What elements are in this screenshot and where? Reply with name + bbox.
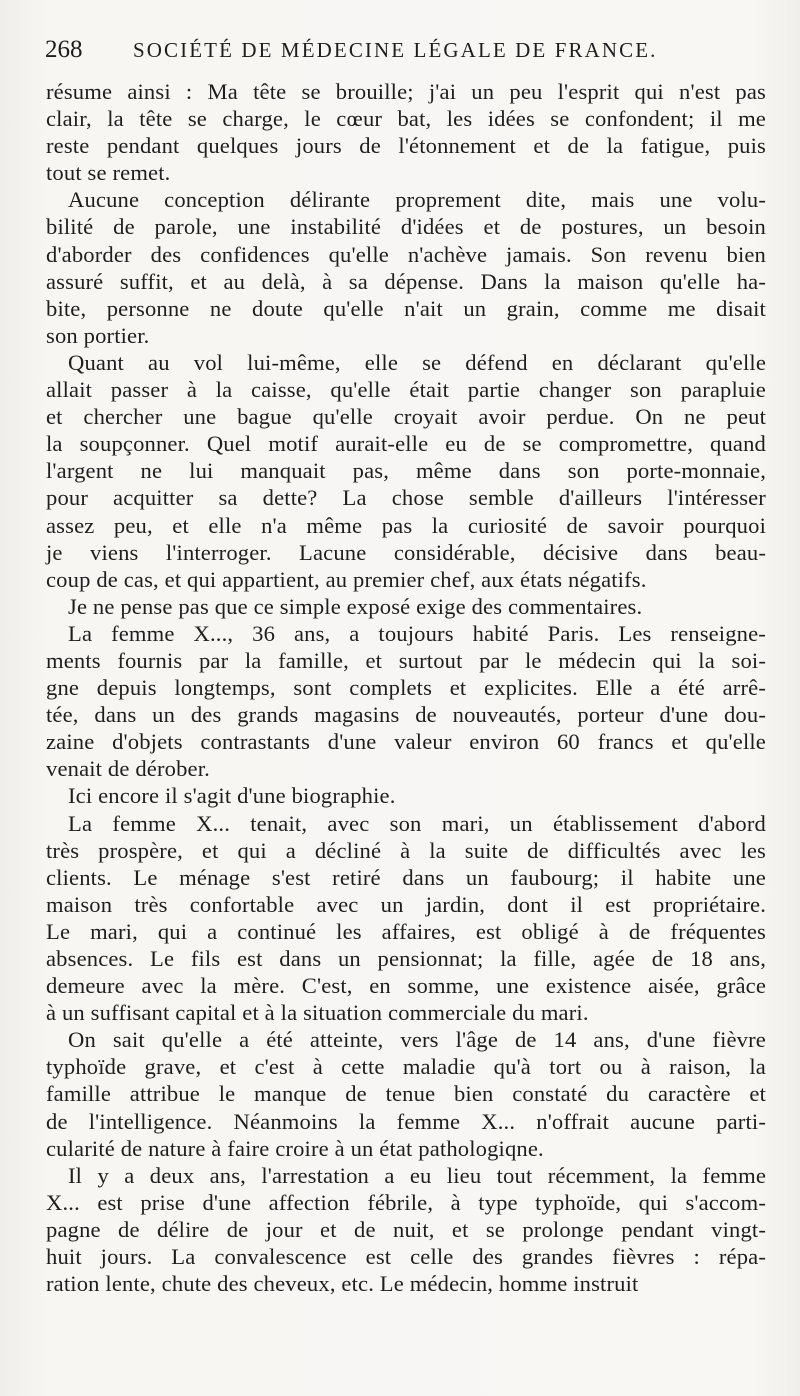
body-text bbox=[46, 78, 766, 1297]
text-line: coup de cas, et qui appartient, au premier chef, aux états négatifs. bbox=[46, 566, 647, 592]
text-line: La femme X... tenait, avec son mari, un établissement d'abord bbox=[68, 810, 766, 836]
text-line: famille attribue le manque de tenue bien constaté du caractère et bbox=[46, 1081, 766, 1107]
text-line: demeure avec la mère. C'est, en somme, une existence aisée, grâce bbox=[46, 973, 766, 999]
text-line: reste pendant quelques jours de l'étonnement et de la fatigue, puis bbox=[46, 133, 766, 159]
paragraph bbox=[46, 593, 766, 620]
text-line: ments fournis par la famille, et surtout par le médecin qui la soi- bbox=[46, 647, 766, 673]
text-line: zaine d'objets contrastants d'une valeur environ 60 francs et qu'elle bbox=[46, 729, 766, 755]
text-line: maison très confortable avec un jardin, dont il est propriétaire. bbox=[46, 891, 766, 917]
text-line: son portier. bbox=[46, 322, 150, 348]
paragraph bbox=[46, 620, 766, 783]
text-line: X... est prise d'une affection fébrile, à type typhoïde, qui s'accom- bbox=[46, 1189, 766, 1215]
text-line: d'aborder des confidences qu'elle n'achève jamais. Son revenu bien bbox=[46, 241, 766, 267]
page-header bbox=[45, 36, 765, 72]
text-line: très prospère, et qui a décliné à la suite de difficultés avec les bbox=[46, 837, 766, 863]
text-line: typhoïde grave, et c'est à cette maladie qu'à tort ou à raison, la bbox=[46, 1054, 766, 1080]
text-line: Le mari, qui a continué les affaires, est obligé à de fréquentes bbox=[46, 918, 766, 944]
text-line: tout se remet. bbox=[46, 160, 171, 186]
text-line: ration lente, chute des cheveux, etc. Le médecin, homme instruit bbox=[46, 1271, 639, 1297]
text-line: pagne de délire de jour et de nuit, et se prolonge pendant vingt- bbox=[46, 1216, 766, 1242]
text-line: venait de dérober. bbox=[46, 756, 210, 782]
text-line: pour acquitter sa dette? La chose semble d'ailleurs l'intéresser bbox=[46, 485, 766, 511]
text-line: résume ainsi : Ma tête se brouille; j'ai un peu l'esprit qui n'est pas bbox=[46, 79, 766, 104]
text-line: cularité de nature à faire croire à un état pathologiqne. bbox=[46, 1135, 544, 1161]
text-line: de l'intelligence. Néanmoins la femme X... n'offrait aucune parti- bbox=[46, 1108, 766, 1134]
text-line: gne depuis longtemps, sont complets et explicites. Elle a été arrê- bbox=[46, 675, 766, 701]
text-line: Ici encore il s'agit d'une biographie. bbox=[68, 783, 396, 809]
paragraph bbox=[46, 186, 766, 349]
page-number: 268 bbox=[45, 36, 83, 63]
text-line: La femme X..., 36 ans, a toujours habité Paris. Les renseigne- bbox=[68, 620, 766, 646]
text-line: assuré suffit, et au delà, à sa dépense. Dans la maison qu'elle ha- bbox=[46, 268, 766, 294]
paragraph bbox=[46, 349, 766, 593]
text-line: assez peu, et elle n'a même pas la curiosité de savoir pourquoi bbox=[46, 512, 766, 538]
text-line: On sait qu'elle a été atteinte, vers l'âge de 14 ans, d'une fièvre bbox=[68, 1027, 766, 1053]
text-line: l'argent ne lui manquait pas, même dans son porte-monnaie, bbox=[46, 458, 766, 484]
text-line: la soupçonner. Quel motif aurait-elle eu de se compromettre, quand bbox=[46, 431, 766, 457]
running-title: SOCIÉTÉ DE MÉDECINE LÉGALE DE FRANCE. bbox=[133, 38, 658, 62]
paragraph bbox=[46, 78, 766, 186]
text-line: Quant au vol lui-même, elle se défend en déclarant qu'elle bbox=[68, 349, 766, 375]
text-line: clients. Le ménage s'est retiré dans un faubourg; il habite une bbox=[46, 864, 766, 890]
text-line: bite, personne ne doute qu'elle n'ait un grain, comme me disait bbox=[46, 295, 766, 321]
text-line: Aucune conception délirante proprement dite, mais une volu- bbox=[68, 187, 766, 213]
text-line: clair, la tête se charge, le cœur bat, les idées se confondent; il me bbox=[46, 106, 766, 132]
text-line: je viens l'interroger. Lacune considérable, décisive dans beau- bbox=[46, 539, 766, 565]
text-line: Je ne pense pas que ce simple exposé exige des commentaires. bbox=[68, 593, 643, 619]
paragraph bbox=[46, 810, 766, 1027]
text-line: et chercher une bague qu'elle croyait avoir perdue. On ne peut bbox=[46, 404, 766, 430]
text-line: Il y a deux ans, l'arrestation a eu lieu tout récemment, la femme bbox=[68, 1162, 766, 1188]
text-line: huit jours. La convalescence est celle des grandes fièvres : répa- bbox=[46, 1244, 766, 1270]
paragraph bbox=[46, 1162, 766, 1297]
text-line: bilité de parole, une instabilité d'idées et de postures, un besoin bbox=[46, 214, 766, 240]
paragraph bbox=[46, 1026, 766, 1161]
paragraph bbox=[46, 782, 766, 809]
text-line: à un suffisant capital et à la situation commerciale du mari. bbox=[46, 1000, 589, 1026]
text-line: absences. Le fils est dans un pensionnat; la fille, agée de 18 ans, bbox=[46, 946, 766, 971]
text-line: tée, dans un des grands magasins de nouveautés, porteur d'une dou- bbox=[46, 702, 766, 728]
text-line: allait passer à la caisse, qu'elle était partie changer son parapluie bbox=[46, 377, 766, 403]
